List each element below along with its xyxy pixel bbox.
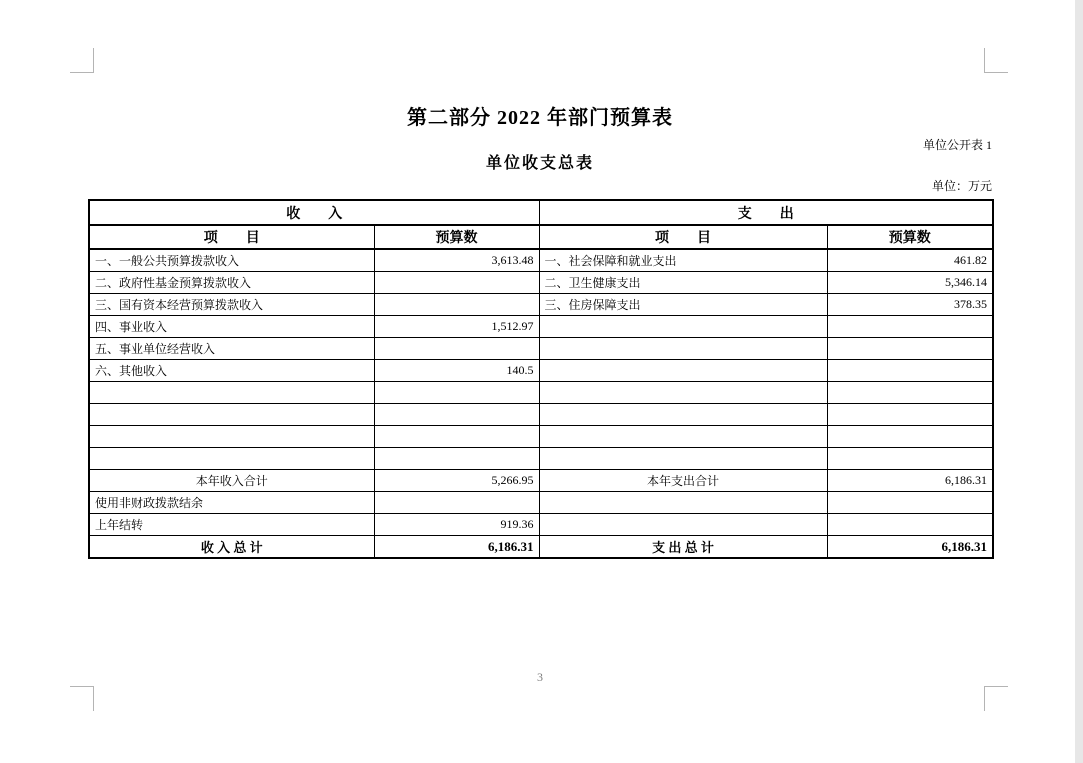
income-amount: 919.36 bbox=[374, 514, 539, 536]
income-item bbox=[89, 448, 374, 470]
income-amount bbox=[374, 338, 539, 360]
income-amount bbox=[374, 272, 539, 294]
table-row bbox=[89, 272, 993, 294]
table-row bbox=[89, 338, 993, 360]
income-item: 五、事业单位经营收入 bbox=[89, 338, 374, 360]
income-item: 本年收入合计 bbox=[89, 470, 374, 492]
expense-amount: 6,186.31 bbox=[827, 536, 993, 559]
expense-item bbox=[539, 514, 827, 536]
table-note: 单位公开表 1 bbox=[922, 138, 992, 152]
table-row bbox=[89, 316, 993, 338]
table-row-empty bbox=[89, 426, 993, 448]
expense-item: 一、社会保障和就业支出 bbox=[539, 249, 827, 272]
table-section-header-row bbox=[89, 200, 993, 225]
income-amount bbox=[374, 404, 539, 426]
expense-item bbox=[539, 316, 827, 338]
document-title: 第二部分 2022 年部门预算表 bbox=[407, 107, 673, 129]
expense-section-header: 支 出 bbox=[539, 200, 993, 225]
expense-item-column-header: 项 目 bbox=[539, 225, 827, 249]
expense-amount: 378.35 bbox=[827, 294, 993, 316]
margin-corner-mark-bottom-right bbox=[984, 686, 1008, 711]
expense-item bbox=[539, 360, 827, 382]
income-section-header: 收 入 bbox=[89, 200, 539, 225]
income-item bbox=[89, 404, 374, 426]
income-item: 三、国有资本经营预算拨款收入 bbox=[89, 294, 374, 316]
table-row-empty bbox=[89, 448, 993, 470]
table-row-empty bbox=[89, 382, 993, 404]
income-item: 上年结转 bbox=[89, 514, 374, 536]
income-amount bbox=[374, 382, 539, 404]
expense-item: 本年支出合计 bbox=[539, 470, 827, 492]
expense-amount bbox=[827, 492, 993, 514]
income-item: 四、事业收入 bbox=[89, 316, 374, 338]
income-amount: 5,266.95 bbox=[374, 470, 539, 492]
table-row-grand-total bbox=[89, 536, 993, 559]
expense-amount: 6,186.31 bbox=[827, 470, 993, 492]
expense-amount bbox=[827, 338, 993, 360]
table-column-header-row bbox=[89, 225, 993, 249]
expense-amount bbox=[827, 404, 993, 426]
expense-item bbox=[539, 382, 827, 404]
expense-item bbox=[539, 426, 827, 448]
table-row bbox=[89, 294, 993, 316]
table-row bbox=[89, 360, 993, 382]
page-number: 3 bbox=[537, 670, 543, 684]
income-amount: 6,186.31 bbox=[374, 536, 539, 559]
income-amount: 140.5 bbox=[374, 360, 539, 382]
income-item: 六、其他收入 bbox=[89, 360, 374, 382]
expense-amount bbox=[827, 514, 993, 536]
income-budget-column-header: 预算数 bbox=[374, 225, 539, 249]
table-row-year-total bbox=[89, 470, 993, 492]
margin-corner-mark-bottom-left bbox=[70, 686, 94, 711]
budget-summary-table bbox=[88, 199, 994, 559]
viewer-edge-strip bbox=[1075, 0, 1083, 763]
expense-amount bbox=[827, 316, 993, 338]
income-amount bbox=[374, 492, 539, 514]
expense-item bbox=[539, 448, 827, 470]
expense-amount: 5,346.14 bbox=[827, 272, 993, 294]
income-amount bbox=[374, 448, 539, 470]
unit-note: 单位：万元 bbox=[931, 179, 992, 193]
income-item bbox=[89, 426, 374, 448]
expense-amount bbox=[827, 360, 993, 382]
table-row-empty bbox=[89, 404, 993, 426]
income-item bbox=[89, 382, 374, 404]
expense-amount bbox=[827, 382, 993, 404]
table-row bbox=[89, 249, 993, 272]
table-row bbox=[89, 492, 993, 514]
income-item: 二、政府性基金预算拨款收入 bbox=[89, 272, 374, 294]
table-row bbox=[89, 514, 993, 536]
expense-item: 二、卫生健康支出 bbox=[539, 272, 827, 294]
expense-amount bbox=[827, 426, 993, 448]
income-amount: 1,512.97 bbox=[374, 316, 539, 338]
income-amount bbox=[374, 294, 539, 316]
margin-corner-mark-top-left bbox=[70, 48, 94, 73]
table-title: 单位收支总表 bbox=[485, 155, 594, 172]
expense-item bbox=[539, 338, 827, 360]
margin-corner-mark-top-right bbox=[984, 48, 1008, 73]
income-item-column-header: 项 目 bbox=[89, 225, 374, 249]
expense-amount: 461.82 bbox=[827, 249, 993, 272]
expense-item: 支 出 总 计 bbox=[539, 536, 827, 559]
expense-amount bbox=[827, 448, 993, 470]
expense-item bbox=[539, 404, 827, 426]
expense-item: 三、住房保障支出 bbox=[539, 294, 827, 316]
income-item: 使用非财政拨款结余 bbox=[89, 492, 374, 514]
income-item: 一、一般公共预算拨款收入 bbox=[89, 249, 374, 272]
income-amount bbox=[374, 426, 539, 448]
expense-item bbox=[539, 492, 827, 514]
expense-budget-column-header: 预算数 bbox=[827, 225, 993, 249]
income-item: 收 入 总 计 bbox=[89, 536, 374, 559]
income-amount: 3,613.48 bbox=[374, 249, 539, 272]
